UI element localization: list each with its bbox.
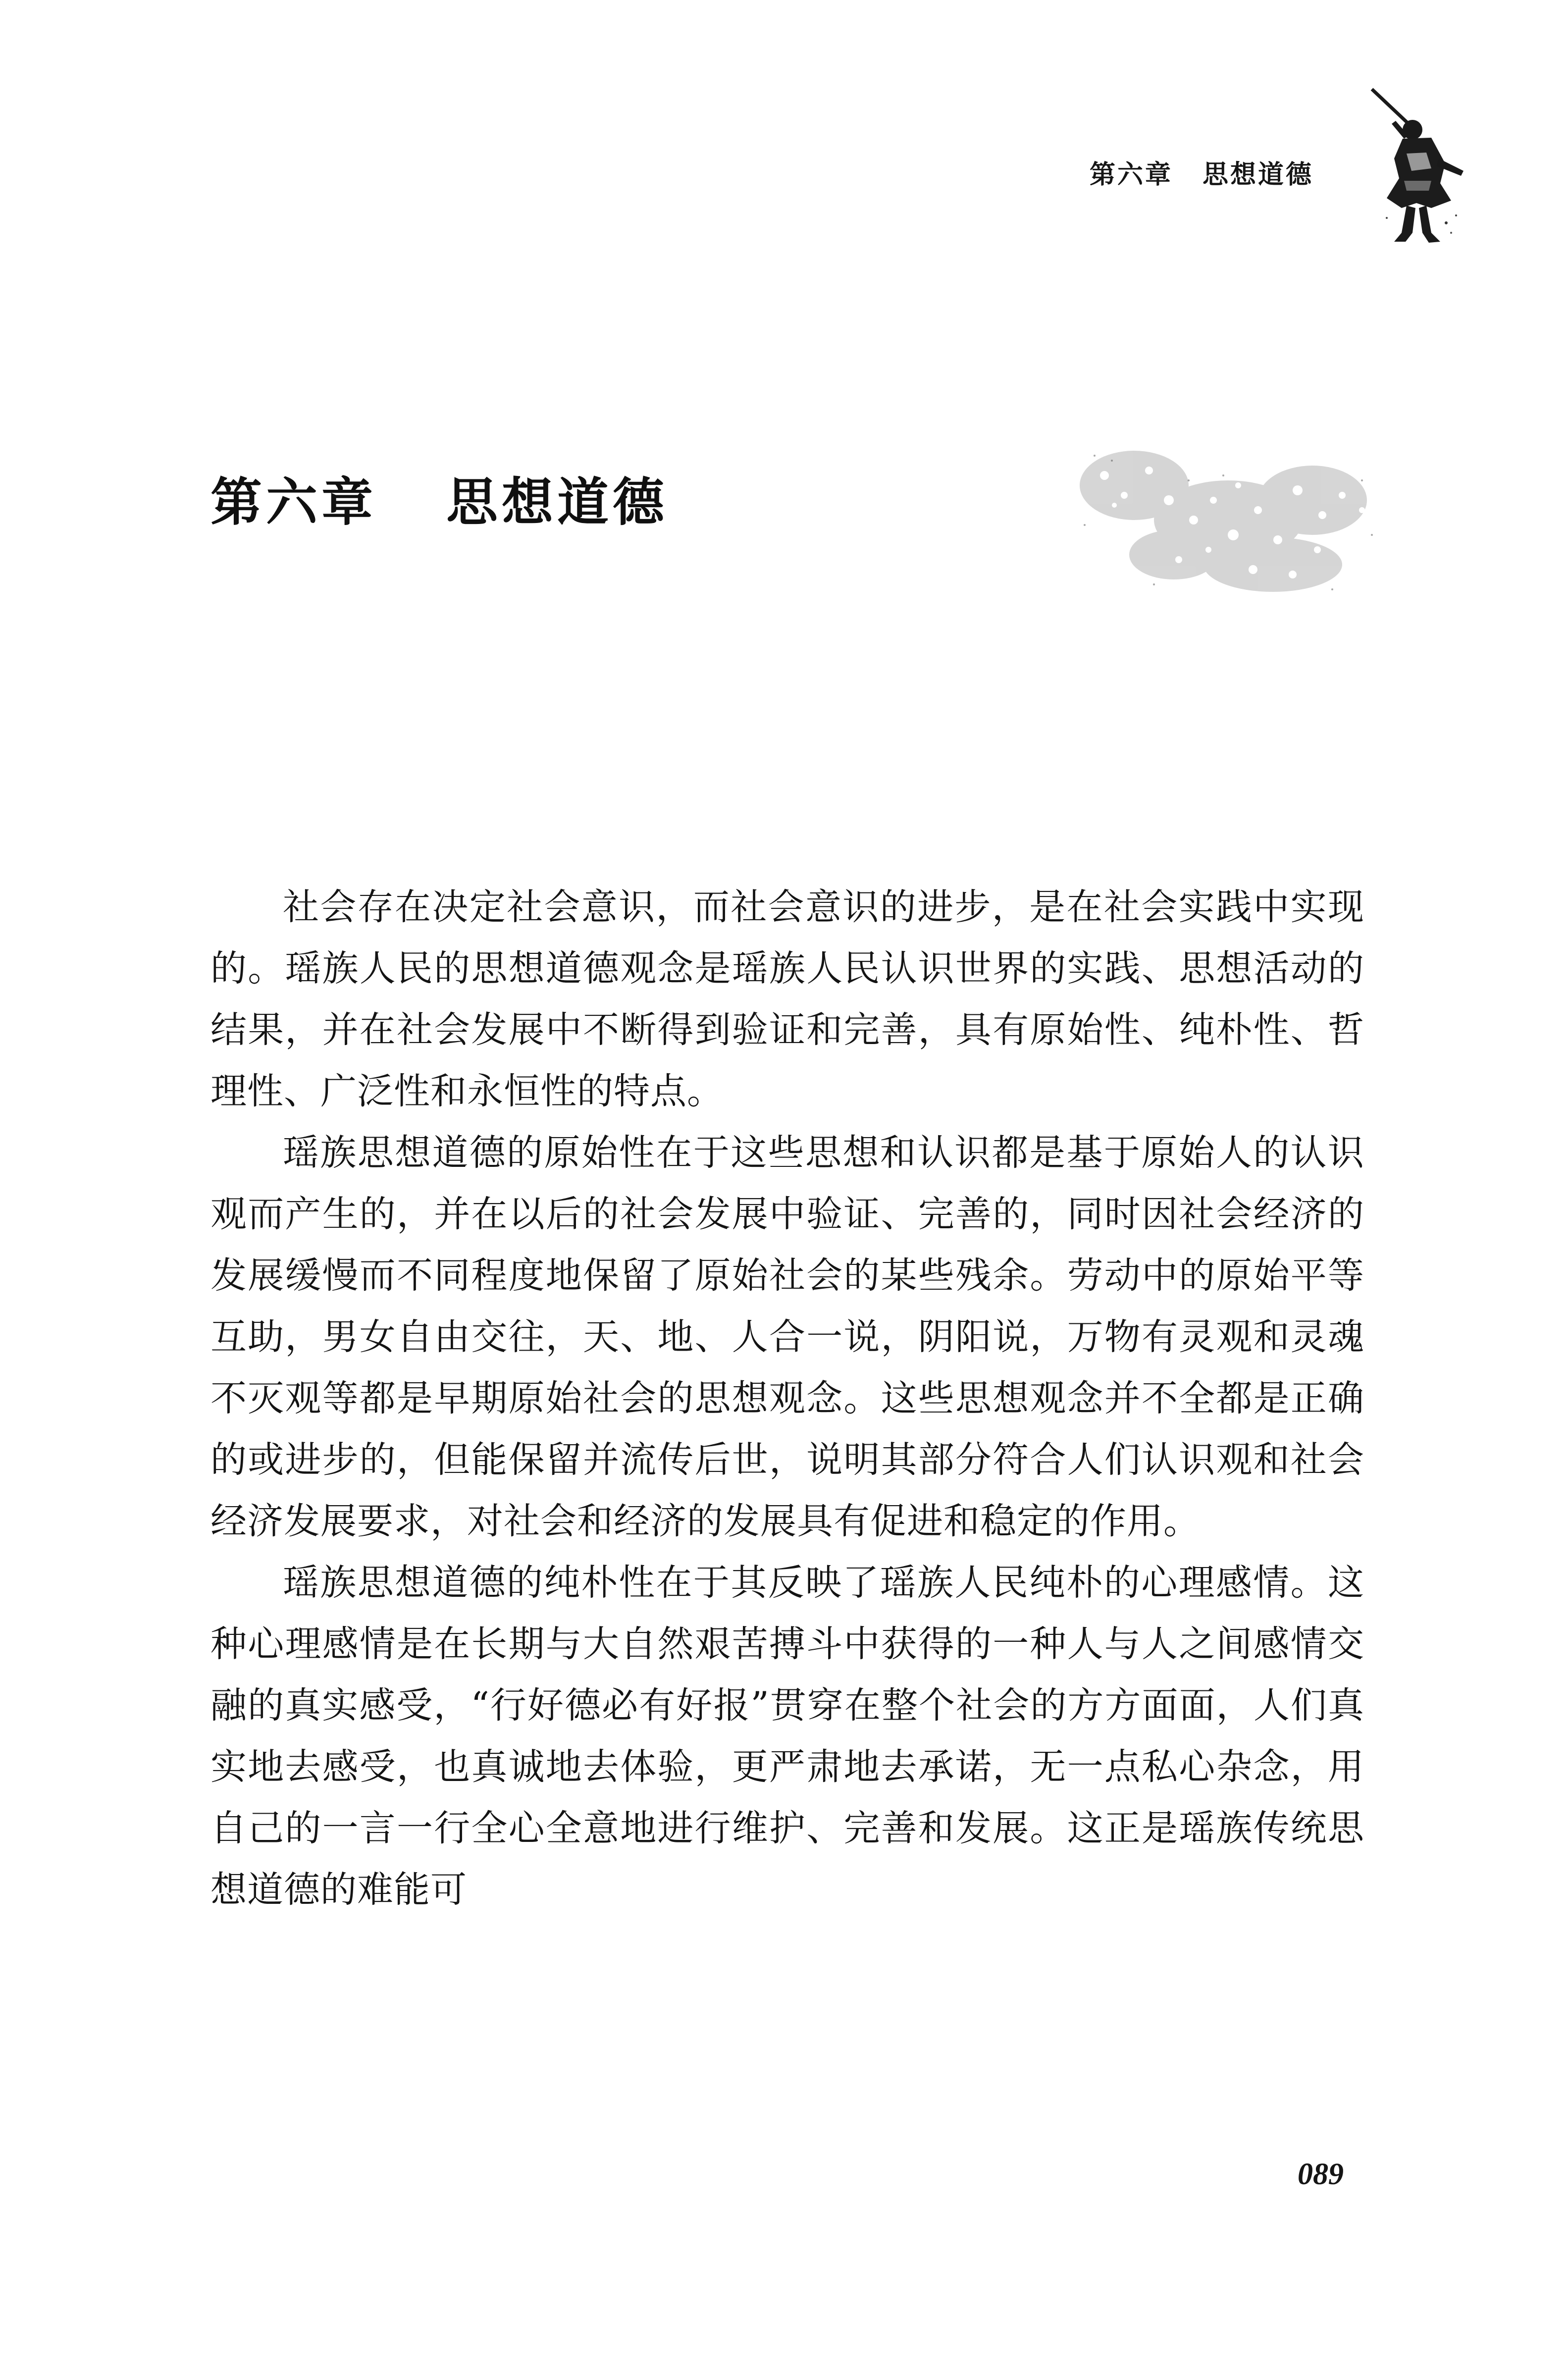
paragraph-3: 瑶族思想道德的纯朴性在于其反映了瑶族人民纯朴的心理感情。这种心理感情是在长期与大自然艰苦搏斗中获得的一种人与人之间感情交融的真实感受，“行好德必有好报”贯穿在整个社会的方方面面，人们真实地去感受，也真诚地去体验，更严肃地去承诺，无一点私心杂念，用自己的一言一行全心全意地进行维护、完善和发展。这正是瑶族传统思想道德的难能可: [210, 1562, 1364, 1911]
chapter-title: [210, 461, 668, 535]
running-header: [1090, 154, 1313, 191]
running-header-chapter: 第六章: [1090, 160, 1173, 190]
chapter-name: 思想道德: [446, 472, 669, 532]
page-number: 089: [1298, 2157, 1344, 2191]
speckle-decoration-icon: [1065, 426, 1387, 614]
paragraph-2: 瑶族思想道德的原始性在于这些思想和认识都是基于原始人的认识观而产生的，并在以后的社会发展中验证、完善的，同时因社会经济的发展缓慢而不同程度地保留了原始社会的某些残余。劳动中的原始平等互助，男女自由交往，天、地、人合一说，阴阳说，万物有灵观和灵魂不灭观等都是早期原始社会的思想观念。这些思想观念并不全都是正确的或进步的，但能保留并流传后世，说明其部分符合人们认识观和社会经济发展要求，对社会和经济的发展具有促进和稳定的作用。: [210, 1132, 1364, 1542]
running-header-section: 思想道德: [1202, 160, 1314, 190]
chapter-number: 第六章: [210, 472, 377, 532]
body-text: [210, 877, 1364, 1921]
dancer-figure-icon: [1357, 84, 1471, 248]
paragraph-1: 社会存在决定社会意识，而社会意识的进步，是在社会实践中实现的。瑶族人民的思想道德观念是瑶族人民认识世界的实践、思想活动的结果，并在社会发展中不断得到验证和完善，具有原始性、纯朴性、哲理性、广泛性和永恒性的特点。: [210, 886, 1364, 1112]
